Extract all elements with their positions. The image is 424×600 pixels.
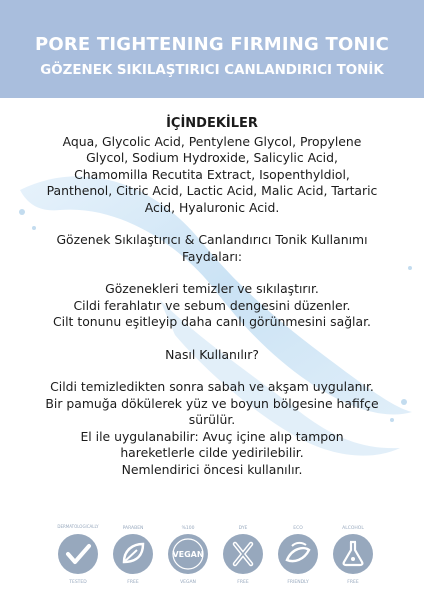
badge-bottom-label: TESTED [69,580,87,585]
benefit-line: Cilt tonunu eşitleyip daha canlı görünmesini sağlar. [53,314,371,329]
benefits-list [22,281,402,331]
product-title-tr: GÖZENEK SIKILAŞTIRICI CANLANDIRICI TONİK [40,63,384,78]
badge-bottom-label: VEGAN [180,580,196,585]
usage-line: hareketlerle cilde yedirilebilir. [120,445,304,460]
eco-friendly-badge [276,522,320,586]
paraben-free-badge [111,522,155,586]
dye-free-badge [221,522,265,586]
alcohol-free-badge [331,522,375,586]
badge-bottom-label: FRIENDLY [287,580,309,585]
benefits-title-line: Faydaları: [181,248,243,264]
product-title-en: PORE TIGHTENING FIRMING TONIC [34,34,390,55]
benefit-line: Cildi ferahlatır ve sebum dengesini düzenler. [73,297,351,313]
ingredients-line: Chamomilla Recutita Extract, Isopenthyldiol, [74,166,350,182]
usage-instructions [22,379,402,478]
usage-line: El ile uygulanabilir: Avuç içine alıp tampon [80,428,344,444]
badge-top-label: PARABEN [122,526,144,531]
badge-center-label: VEGAN [172,550,204,559]
certification-badges [0,522,424,588]
benefits-title [22,232,402,265]
badge-bottom-label: FREE [347,580,359,585]
usage-line: Nemlendirici öncesi kullanılır. [121,461,303,477]
ingredients-line: Glycol, Sodium Hydroxide, Salicylic Acid, [86,150,338,165]
badge-top-label: DERMATOLOGICALLY [57,524,99,529]
badge-bottom-label: FREE [127,580,139,585]
badge-top-label: ALCOHOL [342,526,364,531]
ingredients-list [22,134,402,217]
ingredients-heading: İÇİNDEKİLER [166,116,258,131]
dermatologically-tested-badge [56,522,100,586]
badge-top-label: %100 [181,526,195,531]
badge-top-label: DYE [238,526,248,531]
badge-bottom-label: FREE [237,580,249,585]
vegan-badge [166,522,210,586]
ingredients-line: Aqua, Glycolic Acid, Pentylene Glycol, Propylene [62,133,362,149]
benefit-line: Gözenekleri temizler ve sıkılaştırır. [105,281,319,296]
product-description [22,116,402,478]
ingredients-line: Acid, Hyaluronic Acid. [144,199,280,215]
ingredients-line: Panthenol, Citric Acid, Lactic Acid, Malic Acid, Tartaric [46,183,378,198]
title-banner [0,0,424,98]
badge-top-label: ECO [293,526,303,531]
usage-title: Nasıl Kullanılır? [165,346,259,362]
benefits-title-line: Gözenek Sıkılaştırıcı & Canlandırıcı Tonik Kullanımı [56,232,368,247]
usage-line: Cildi temizledikten sonra sabah ve akşam uygulanır. [50,379,374,394]
usage-line: Bir pamuğa dökülerek yüz ve boyun bölgesine hafifçe [45,395,379,411]
usage-line: sürülür. [188,412,236,427]
